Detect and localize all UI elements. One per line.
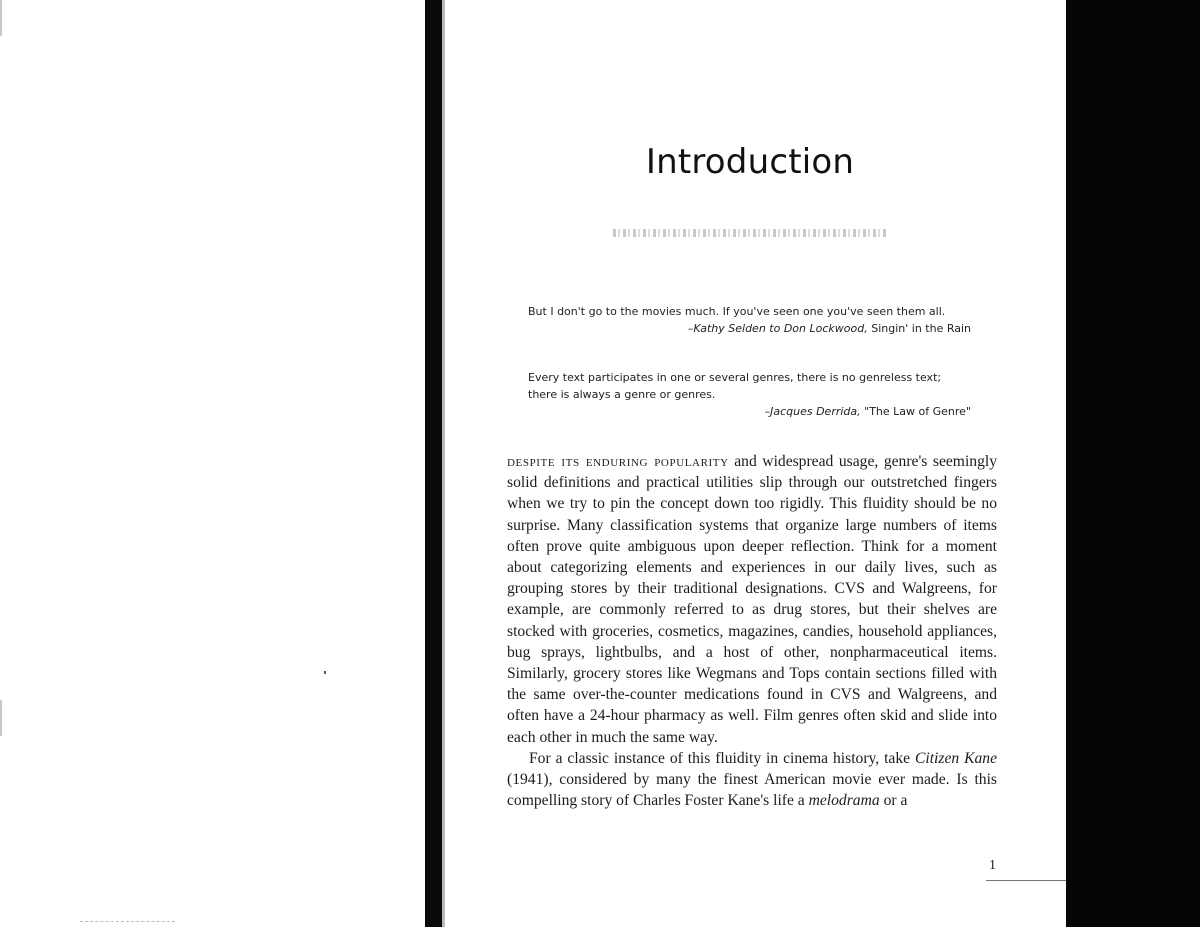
epigraph-quote: But I don't go to the movies much. If you've seen one you've seen them all. [528, 305, 946, 318]
genre-term: melodrama [808, 792, 880, 810]
epigraph [528, 369, 971, 420]
paragraph-text: For a classic instance of this fluidity in cinema history, take [529, 749, 915, 767]
chapter-title: Introduction [645, 142, 855, 182]
attribution-speaker: –Kathy Selden to Don Lockwood, [687, 322, 868, 335]
page-number: 1 [989, 858, 996, 873]
book-spine-shadow [425, 0, 442, 927]
scan-artifact [80, 921, 175, 922]
epigraph-quote: Every text participates in one or several genres, there is no genreless text; there is always a genre or genres. [528, 371, 942, 401]
epigraph [528, 303, 971, 337]
paragraph-text: (1941), considered by many the finest American movie ever made. Is this compelling story of Charles Foster Kane's life a [507, 771, 997, 810]
edge-mark [0, 0, 2, 36]
paragraph-text: or a [879, 792, 908, 810]
attribution-speaker: –Jacques Derrida, [764, 405, 861, 418]
lead-in-small-caps: despite its enduring popularity [507, 453, 729, 470]
footer-rule [986, 880, 1066, 881]
body-text [507, 451, 997, 811]
speck-mark [324, 671, 326, 674]
right-page [445, 0, 1066, 927]
ornament-divider [613, 229, 888, 237]
paragraph [507, 748, 997, 812]
attribution-source: "The Law of Genre" [860, 405, 971, 418]
left-page [0, 0, 425, 927]
scan-border [1066, 0, 1200, 927]
paragraph-text: and widespread usage, genre's seemingly solid definitions and practical utilities slip through our outstretched fingers when we try to pin the concept down too rigidly. This fluidity should be no surprise. Many classification systems that organize large numbers of items often prove quite ambiguous upon deeper reflection. Think for a moment about categorizing elements and experiences in our daily lives, such as grouping stores by their traditional designations. CVS and Walgreens, for example, are commonly referred to as drug stores, but their shelves are stocked with groceries, cosmetics, magazines, candies, household appliances, bug sprays, lightbulbs, and a host of other, nonpharmaceutical items. Similarly, grocery stores like Wegmans and Tops contain sections filled with the same over-the-counter medications found in CVS and Walgreens, and often have a 24-hour pharmacy as well. Film genres often skid and slide into each other in much the same way. [507, 453, 997, 746]
epigraph-attribution [528, 403, 971, 420]
attribution-source: Singin' in the Rain [867, 322, 971, 335]
paragraph [507, 451, 997, 748]
edge-mark [0, 700, 2, 736]
epigraph-attribution [528, 320, 971, 337]
film-title: Citizen Kane [914, 749, 997, 767]
